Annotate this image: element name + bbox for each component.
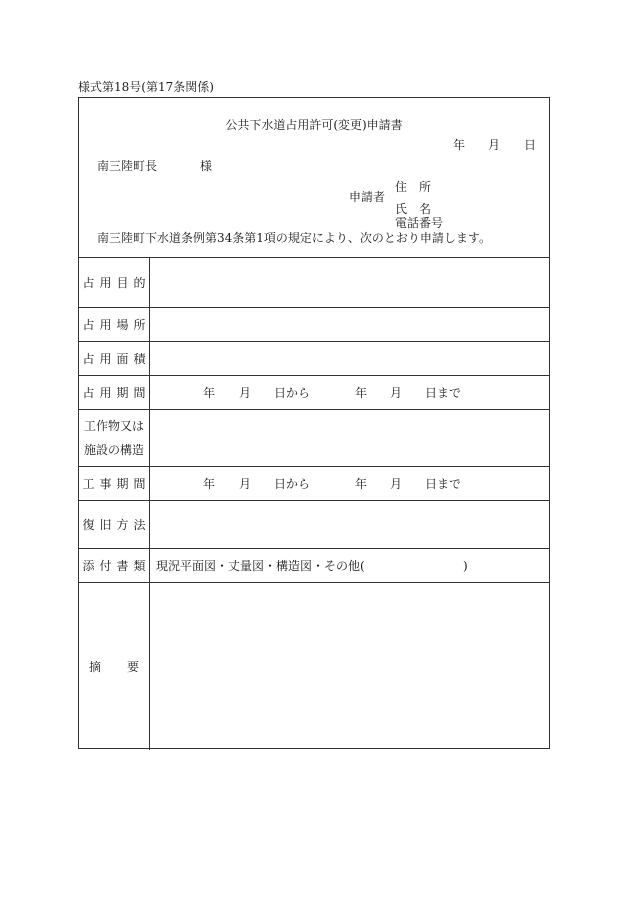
construction-end-month: 月 <box>390 476 403 491</box>
occupancy-start-day: 日から <box>274 385 311 400</box>
occupancy-end-day: 日まで <box>425 385 462 400</box>
application-statement: 南三陸町下水道条例第34条第1項の規定により、次のとおり申請します。 <box>97 231 491 245</box>
attachments-list: 現況平面図・丈量図・構造図・その他( <box>156 558 365 573</box>
form-number: 様式第18号(第17条関係) <box>78 80 214 94</box>
construction-start-day: 日から <box>274 476 311 491</box>
attachments-close-paren: ) <box>463 558 468 573</box>
construction-period-field[interactable] <box>150 467 549 500</box>
form-header <box>79 98 549 258</box>
construction-start-month: 月 <box>239 476 252 491</box>
date-year[interactable]: 年 <box>453 138 466 152</box>
occupancy-end-month: 月 <box>390 385 403 400</box>
occupancy-start-month: 月 <box>239 385 252 400</box>
row-remarks <box>79 583 549 750</box>
structure-label-line1: 工作物又は <box>83 419 144 433</box>
applicant-address-label: 住 所 <box>395 180 432 194</box>
construction-end-day: 日まで <box>425 476 462 491</box>
form-title: 公共下水道占用許可(変更)申請書 <box>225 118 403 132</box>
applicant-label: 申請者 <box>349 190 386 204</box>
row-restoration <box>79 501 549 549</box>
date-day[interactable]: 日 <box>524 138 537 152</box>
row-label-location: 占用場所 <box>79 308 150 341</box>
occupancy-period-field[interactable] <box>150 376 549 409</box>
row-structure <box>79 410 549 467</box>
row-label-attachments: 添付書類 <box>79 549 150 582</box>
row-label-structure <box>79 410 150 466</box>
row-area <box>79 342 549 376</box>
row-label-purpose: 占用目的 <box>79 258 150 307</box>
occupancy-end-year: 年 <box>355 385 368 400</box>
area-field[interactable] <box>150 342 549 375</box>
addressee-honorific: 様 <box>200 159 213 173</box>
attachments-field[interactable] <box>150 549 549 582</box>
row-location <box>79 308 549 342</box>
row-label-restoration: 復旧方法 <box>79 501 150 548</box>
structure-label-line2: 施設の構造 <box>83 443 144 457</box>
remarks-label-left: 摘 <box>89 659 102 674</box>
row-label-area: 占用面積 <box>79 342 150 375</box>
addressee-name: 南三陸町長 <box>97 159 158 173</box>
row-occupancy-period <box>79 376 549 410</box>
construction-start-year: 年 <box>203 476 216 491</box>
row-attachments <box>79 549 549 583</box>
row-label-remarks <box>79 583 150 750</box>
structure-field[interactable] <box>150 410 549 466</box>
location-field[interactable] <box>150 308 549 341</box>
date-month[interactable]: 月 <box>488 138 501 152</box>
application-form <box>78 97 550 749</box>
row-label-occupancy-period: 占用期間 <box>79 376 150 409</box>
remarks-label-right: 要 <box>126 659 139 674</box>
purpose-field[interactable] <box>150 258 549 307</box>
restoration-field[interactable] <box>150 501 549 548</box>
remarks-field[interactable] <box>150 583 549 750</box>
applicant-name-label: 氏 名 <box>395 202 432 216</box>
applicant-phone-label: 電話番号 <box>395 216 444 230</box>
row-construction-period <box>79 467 549 501</box>
row-label-construction-period: 工事期間 <box>79 467 150 500</box>
row-purpose <box>79 258 549 308</box>
form-rows <box>79 258 549 750</box>
construction-end-year: 年 <box>355 476 368 491</box>
occupancy-start-year: 年 <box>203 385 216 400</box>
